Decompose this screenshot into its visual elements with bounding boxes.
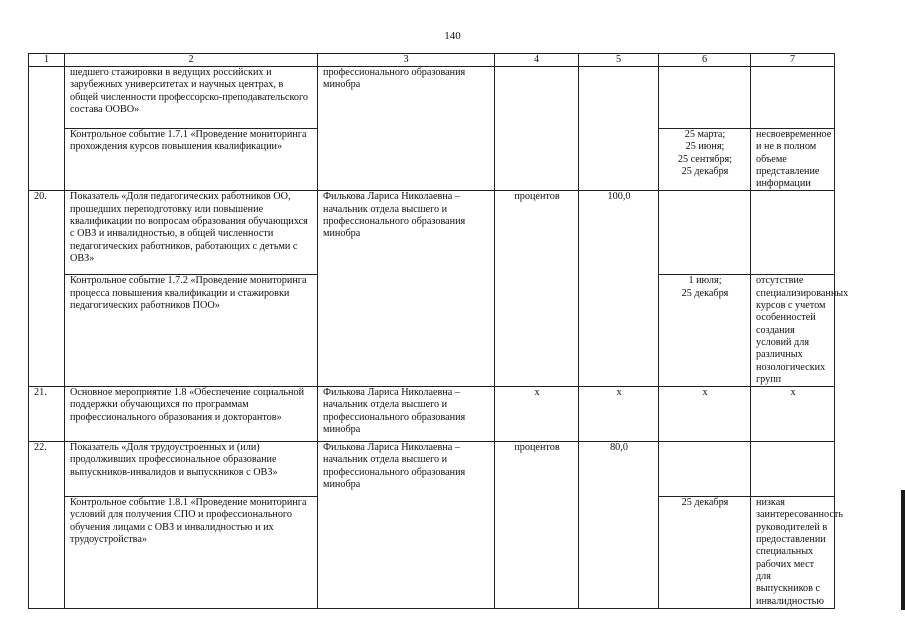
column-header: 4 xyxy=(495,54,579,67)
table-row xyxy=(29,67,835,129)
cell-description: шедшего стажировки в ведущих российских и зарубежных университетах и научных центрах, в общей численности профессорско-преподавательского состава ООВО» xyxy=(65,67,318,129)
column-header: 7 xyxy=(751,54,835,67)
cell-date xyxy=(659,275,751,387)
cell-unit xyxy=(495,67,579,191)
table-row xyxy=(29,191,835,275)
cell-number: 21. xyxy=(29,387,65,442)
column-header: 5 xyxy=(579,54,659,67)
cell-risk xyxy=(751,67,835,129)
cell-responsible: Филькова Лариса Николаевна – начальник отдела высшего и профессионального образования минобра xyxy=(318,387,495,442)
page-number: 140 xyxy=(444,30,461,42)
cell-control-event: Контрольное событие 1.7.2 «Проведение мониторинга процесса повышения квалификации и стажировки педагогических работников ПОО» xyxy=(65,275,318,387)
cell-description: Показатель «Доля педагогических работников ОО, прошедших переподготовку или повышение квалификации по вопросам образования обучающихся с ОВЗ и инвалидностью, в общей численности педагогических работников, работающих с детьми с ОВЗ» xyxy=(65,191,318,275)
cell-unit: процентов xyxy=(495,442,579,609)
cell-value xyxy=(579,67,659,191)
cell-date xyxy=(659,67,751,129)
date-line: 25 сентября; xyxy=(677,153,733,165)
cell-date: 25 декабря xyxy=(659,497,751,609)
table-row xyxy=(29,387,835,442)
cell-description: Основное мероприятие 1.8 «Обеспечение социальной поддержки обучающихся по программам профессионального образования и докторантов» xyxy=(65,387,318,442)
date-line: 25 июня; xyxy=(685,141,725,153)
cell-number xyxy=(29,67,65,191)
scan-edge-mark xyxy=(901,490,905,610)
cell-description: Показатель «Доля трудоустроенных и (или) продолживших профессиональное образование выпускников-инвалидов и выпускников с ОВЗ» xyxy=(65,442,318,497)
cell-control-event: Контрольное событие 1.8.1 «Проведение мониторинга условий для получения СПО и профессионального обучения лицами с ОВЗ и инвалидностью и их трудоустройства» xyxy=(65,497,318,609)
cell-number: 22. xyxy=(29,442,65,609)
cell-responsible: Филькова Лариса Николаевна – начальник отдела высшего и профессионального образования минобра xyxy=(318,442,495,609)
cell-risk: низкая заинтересованность руководителей в предоставлении специальных рабочих мест для выпускников с инвалидностью xyxy=(751,497,835,609)
cell-risk: несвоевременное и не в полном объеме представление информации xyxy=(751,129,835,191)
cell-date xyxy=(659,442,751,497)
date-line: 1 июля; xyxy=(688,275,722,287)
column-header: 3 xyxy=(318,54,495,67)
column-header: 2 xyxy=(65,54,318,67)
cell-risk xyxy=(751,191,835,275)
cell-responsible: Филькова Лариса Николаевна – начальник отдела высшего и профессионального образования минобра xyxy=(318,191,495,387)
cell-risk: отсутствие специализированных курсов с учетом особенностей создания условий для различных нозологических групп xyxy=(751,275,835,387)
column-header: 1 xyxy=(29,54,65,67)
cell-value: 100,0 xyxy=(579,191,659,387)
cell-date: х xyxy=(659,387,751,442)
plan-table xyxy=(28,53,849,609)
cell-control-event: Контрольное событие 1.7.1 «Проведение мониторинга прохождения курсов повышения квалификации» xyxy=(65,129,318,191)
column-header-row xyxy=(29,54,835,67)
cell-risk xyxy=(751,442,835,497)
date-line: 25 декабря xyxy=(681,287,729,299)
cell-unit: х xyxy=(495,387,579,442)
cell-responsible: профессионального образования минобра xyxy=(318,67,495,191)
cell-date xyxy=(659,191,751,275)
column-header: 6 xyxy=(659,54,751,67)
table-row xyxy=(29,442,835,497)
cell-value: 80,0 xyxy=(579,442,659,609)
cell-risk: х xyxy=(751,387,835,442)
cell-unit: процентов xyxy=(495,191,579,387)
cell-number: 20. xyxy=(29,191,65,387)
date-line: 25 декабря xyxy=(681,165,729,177)
cell-date xyxy=(659,129,751,191)
date-line: 25 марта; xyxy=(684,129,726,140)
cell-value: х xyxy=(579,387,659,442)
